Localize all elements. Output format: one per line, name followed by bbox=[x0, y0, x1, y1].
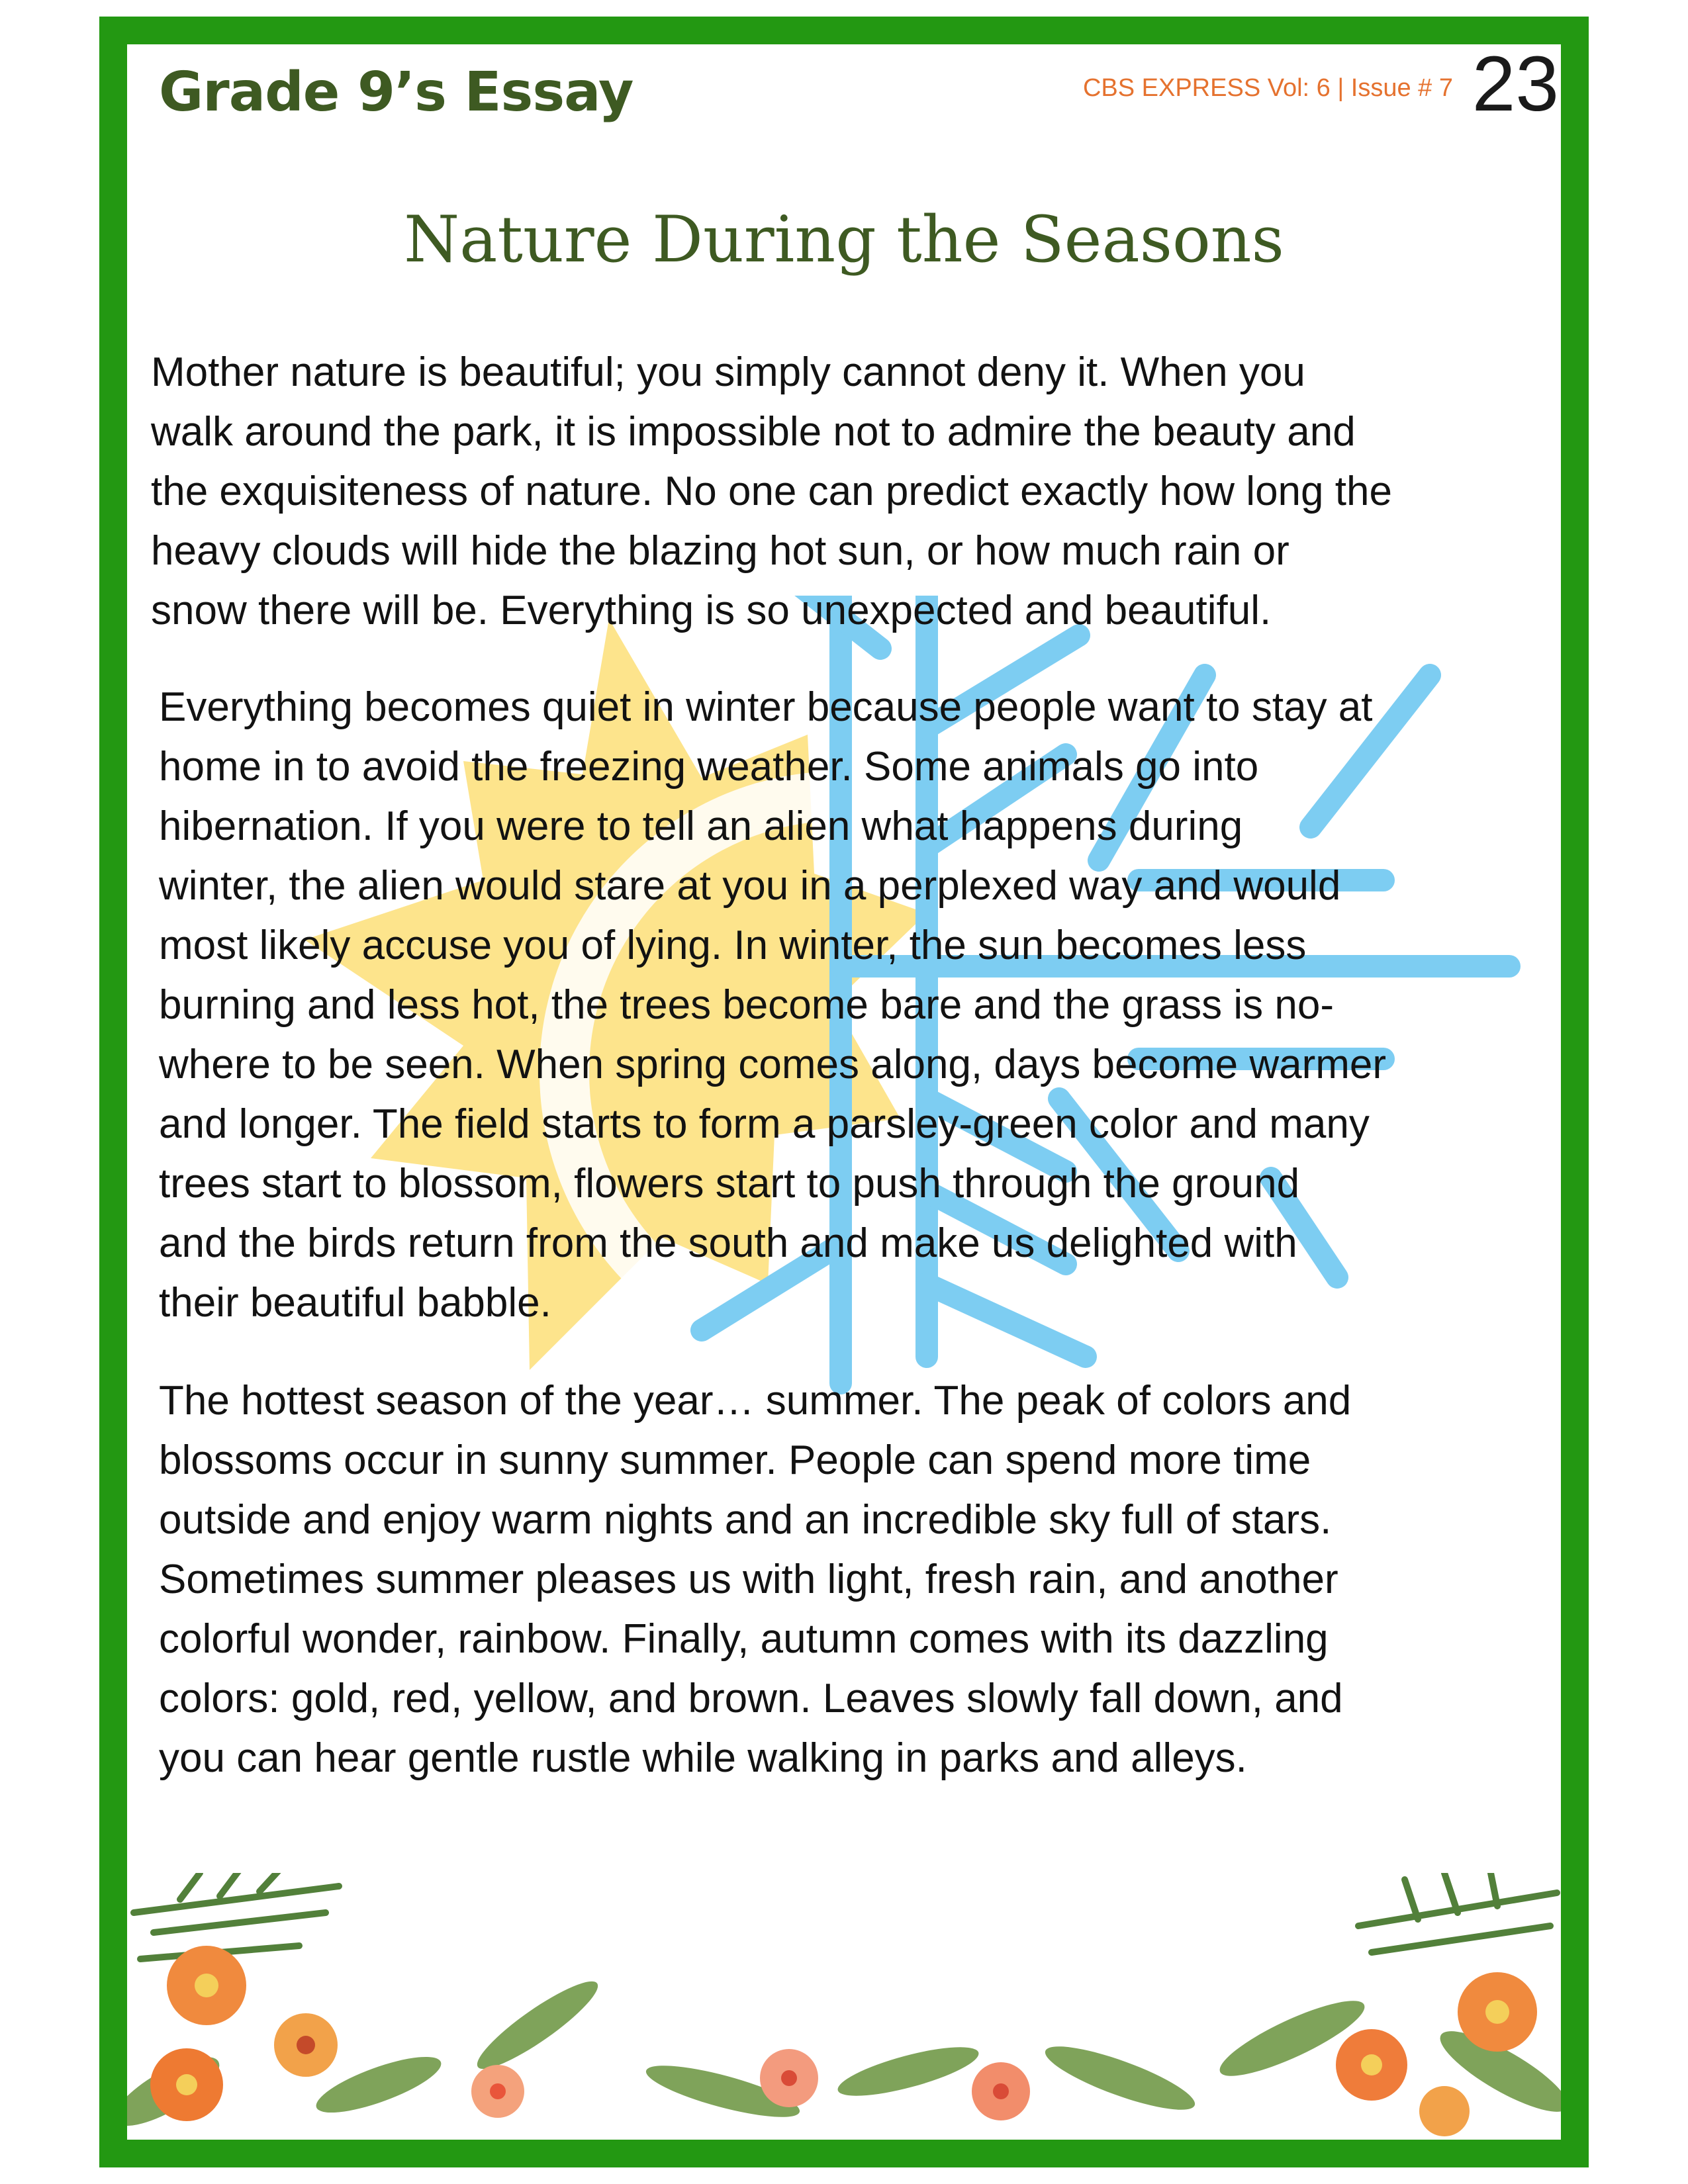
section-title: Grade 9’s Essay bbox=[159, 61, 633, 124]
publication-info: CBS EXPRESS Vol: 6 | Issue # 7 bbox=[1082, 74, 1453, 102]
essay-paragraph-3: The hottest season of the year… summer. The peak of colors and blossoms occur in sunny summer. People can spend more time outside and enjoy warm nights and an incredible sky full of stars. Sometimes summer pleases us with light, fresh rain, and another colorful wonder, rainbow. Finally, autumn comes with its dazzling colors: gold, red, yellow, and brown. Leaves slowly fall down, and you can hear gentle rustle while walking in parks and alleys. bbox=[159, 1378, 1352, 1781]
leaf-cluster-right bbox=[1358, 1873, 1557, 1952]
page-number: 23 bbox=[1472, 40, 1559, 128]
essay-title: Nature During the Seasons bbox=[404, 203, 1284, 277]
leaf-cluster-left bbox=[134, 1873, 339, 1959]
floral-garland bbox=[127, 1873, 1561, 2140]
essay-paragraph-2: Everything becomes quiet in winter because people want to stay at home in to avoid the freezing weather. Some animals go into hibernation. If you were to tell an alien what happens during winter, the alien would stare at you in a perplexed way and would most likely accuse you of lying. In winter, the sun becomes less burning and less hot, the trees become bare and the grass is no- where to be seen. When spring comes along, days become warmer and longer. The field starts to form a parsley-green color and many trees start to blossom, flowers start to push through the ground and the birds return from the south and make us delighted with their beautiful babble. bbox=[159, 684, 1387, 1326]
essay-paragraph-1: Mother nature is beautiful; you simply cannot deny it. When you walk around the park, it is impossible not to admire the beauty and the exquisiteness of nature. No one can predict exactly how long the heavy clouds will hide the blazing hot sun, or how much rain or snow there will be. Everything is so unexpected and beautiful. bbox=[151, 349, 1392, 633]
